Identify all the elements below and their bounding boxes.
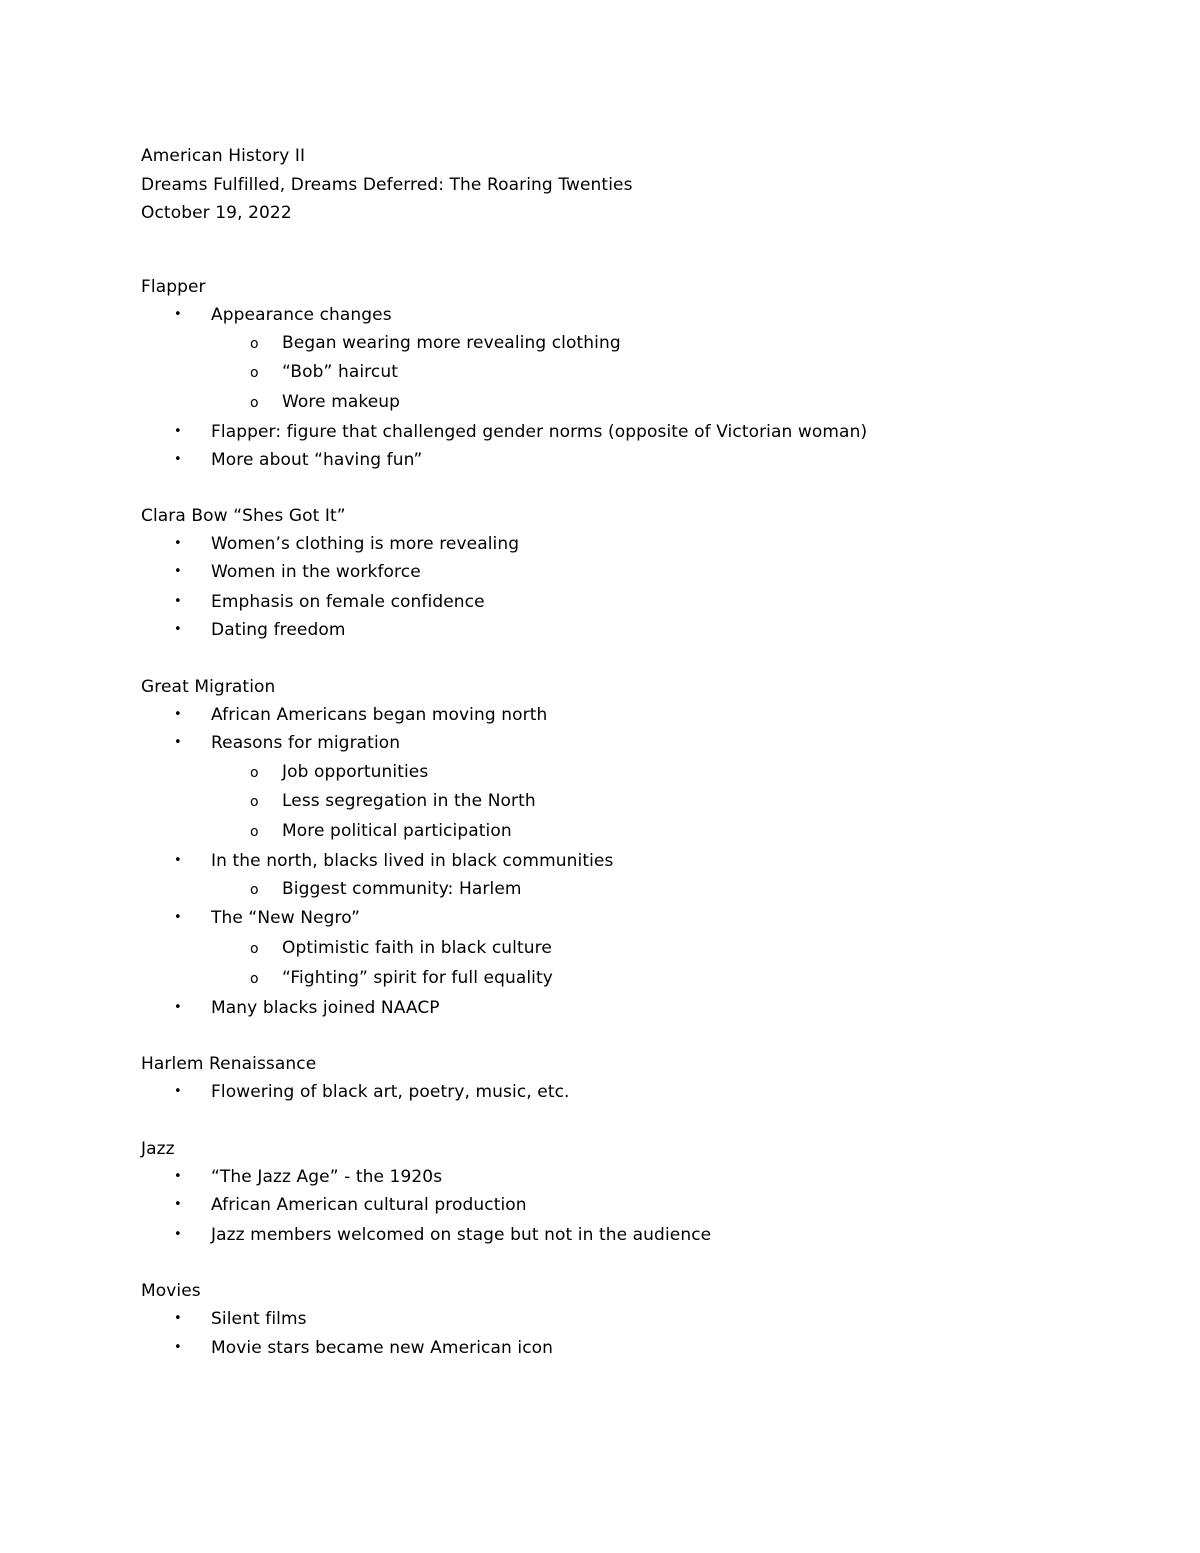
lecture-title: Dreams Fulfilled, Dreams Deferred: The Roaring Twenties [141, 175, 633, 195]
list-item-text: Flowering of black art, poetry, music, etc. [211, 1082, 570, 1102]
sub-bullet-icon: o [250, 794, 259, 810]
list-item-text: Women’s clothing is more revealing [211, 534, 520, 554]
bullet-icon: • [174, 452, 182, 467]
bullet-icon: • [174, 910, 182, 925]
sub-list-item-text: More political participation [282, 821, 512, 841]
list-item-text: Appearance changes [211, 305, 392, 325]
list-item-text: The “New Negro” [211, 908, 360, 928]
bullet-icon: • [174, 707, 182, 722]
bullet-icon: • [174, 1227, 182, 1242]
lecture-date: October 19, 2022 [141, 203, 292, 223]
list-item-text: In the north, blacks lived in black communities [211, 851, 614, 871]
bullet-icon: • [174, 1084, 182, 1099]
sub-list-item-text: Optimistic faith in black culture [282, 938, 552, 958]
sub-list-item-text: Biggest community: Harlem [282, 879, 522, 899]
list-item-text: Emphasis on female confidence [211, 592, 485, 612]
list-item-text: “The Jazz Age” - the 1920s [211, 1167, 443, 1187]
bullet-icon: • [174, 1311, 182, 1326]
bullet-icon: • [174, 622, 182, 637]
bullet-icon: • [174, 536, 182, 551]
list-item-text: Women in the workforce [211, 562, 421, 582]
bullet-icon: • [174, 307, 182, 322]
bullet-icon: • [174, 853, 182, 868]
list-item-text: Flapper: figure that challenged gender norms (opposite of Victorian woman) [211, 422, 868, 442]
sub-bullet-icon: o [250, 824, 259, 840]
sub-bullet-icon: o [250, 971, 259, 987]
list-item-text: African American cultural production [211, 1195, 527, 1215]
bullet-icon: • [174, 564, 182, 579]
list-item-text: Many blacks joined NAACP [211, 998, 440, 1018]
sub-bullet-icon: o [250, 365, 259, 381]
sub-bullet-icon: o [250, 395, 259, 411]
list-item-text: African Americans began moving north [211, 705, 548, 725]
list-item-text: More about “having fun” [211, 450, 423, 470]
bullet-icon: • [174, 735, 182, 750]
section-heading-flapper: Flapper [141, 277, 206, 297]
list-item-text: Reasons for migration [211, 733, 401, 753]
section-heading-harlem-renaissance: Harlem Renaissance [141, 1054, 317, 1074]
sub-list-item-text: Less segregation in the North [282, 791, 536, 811]
sub-list-item-text: “Fighting” spirit for full equality [282, 968, 553, 988]
list-item-text: Dating freedom [211, 620, 346, 640]
sub-list-item-text: Began wearing more revealing clothing [282, 333, 621, 353]
section-heading-clara-bow: Clara Bow “Shes Got It” [141, 506, 346, 526]
section-heading-jazz: Jazz [141, 1139, 175, 1159]
section-heading-great-migration: Great Migration [141, 677, 276, 697]
sub-list-item-text: Wore makeup [282, 392, 401, 412]
bullet-icon: • [174, 1169, 182, 1184]
bullet-icon: • [174, 1340, 182, 1355]
sub-bullet-icon: o [250, 336, 259, 352]
bullet-icon: • [174, 594, 182, 609]
section-heading-movies: Movies [141, 1281, 201, 1301]
course-title: American History II [141, 146, 306, 166]
bullet-icon: • [174, 1000, 182, 1015]
sub-bullet-icon: o [250, 882, 259, 898]
list-item-text: Silent films [211, 1309, 307, 1329]
bullet-icon: • [174, 1197, 182, 1212]
list-item-text: Movie stars became new American icon [211, 1338, 554, 1358]
sub-bullet-icon: o [250, 765, 259, 781]
sub-bullet-icon: o [250, 941, 259, 957]
list-item-text: Jazz members welcomed on stage but not in the audience [211, 1225, 712, 1245]
sub-list-item-text: “Bob” haircut [282, 362, 398, 382]
bullet-icon: • [174, 424, 182, 439]
sub-list-item-text: Job opportunities [282, 762, 429, 782]
